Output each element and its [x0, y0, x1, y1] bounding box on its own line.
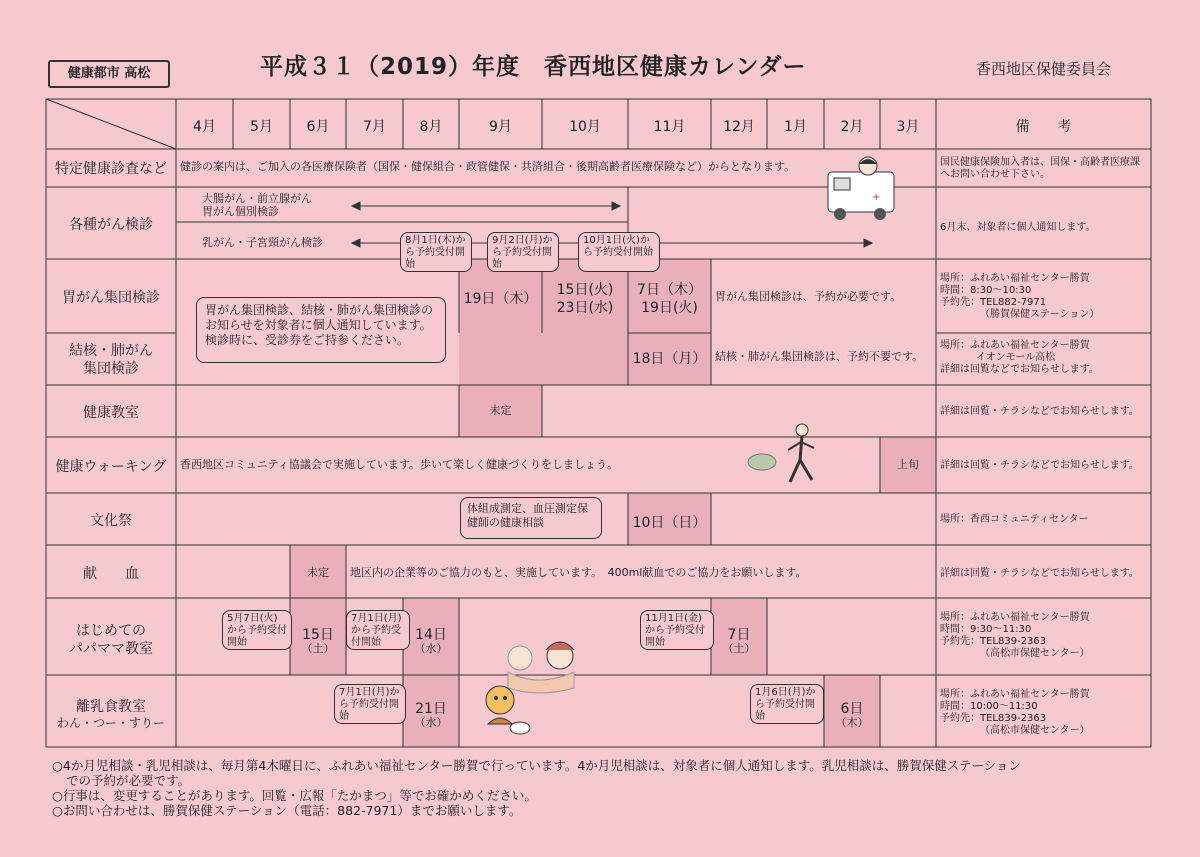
svg-text:+: + — [872, 192, 881, 203]
rinyu-date-aug-1: 21日 — [415, 701, 447, 717]
bunkasai-date-nov: 10日（日） — [632, 515, 707, 531]
gan-line-3: 乳がん・子宮頸がん検診 — [202, 236, 323, 249]
page-title: 平成３１（2019）年度 香西地区健康カレンダー — [260, 54, 807, 80]
row-label-papamama-1: はじめての — [76, 623, 146, 639]
organization-name: 香西地区保健委員会 — [976, 60, 1112, 78]
papamama-date-jun-1: 15日 — [302, 627, 334, 643]
rinyu-remark-1: 場所：ふれあい福祉センター勝賀 — [940, 689, 1090, 700]
rinyu-date-aug-2: （水） — [414, 716, 448, 729]
walking-remark: 詳細は回覧・チラシなどでお知らせします。 — [940, 460, 1139, 471]
row-label-walking: 健康ウォーキング — [55, 459, 167, 475]
month-feb: 2月 — [840, 119, 864, 135]
igan-notice-bubble: 胃がん集団検診、結核・肺がん集団検診のお知らせを対象者に個人通知しています。検診時に、受診券をご持参ください。 — [196, 297, 446, 363]
kenketsu-remark: 詳細は回覧・チラシなどでお知らせします。 — [940, 568, 1139, 579]
gan-bubble-aug: 8月1日(木)から予約受付開始 — [400, 232, 472, 272]
month-jun: 6月 — [306, 119, 330, 135]
papamama-remark-1: 場所：ふれあい福祉センター勝賀 — [940, 612, 1090, 623]
papamama-date-dec-1: 7日 — [727, 627, 751, 643]
kekkaku-remark-1: 場所：ふれあい福祉センター勝賀 — [940, 340, 1090, 351]
month-dec: 12月 — [723, 119, 755, 135]
igan-date-sep: 19日（木） — [463, 291, 538, 307]
papamama-date-aug-2: （水） — [414, 642, 448, 655]
walking-date-mar: 上旬 — [897, 458, 919, 471]
kyoshitsu-date-sep: 未定 — [489, 404, 512, 417]
row-label-papamama-2: パパママ教室 — [69, 641, 153, 657]
footer-note-3: ○お問い合わせは、勝賀保健ステーション（電話：882-7971）までお願いします。 — [52, 803, 522, 818]
footer-note-1b: での予約が必要です。 — [66, 773, 191, 788]
rinyu-remark-2: 時間：10:00～11:30 — [940, 701, 1038, 712]
row-label-kekkaku-2: 集団検診 — [83, 361, 139, 377]
walking-content: 香西地区コミュニティ協議会で実施しています。歩いて楽しく健康づくりをしましょう。 — [180, 458, 619, 471]
papamama-date-jun-2: （土） — [301, 642, 335, 655]
gan-line-1: 大腸がん・前立腺がん — [202, 192, 312, 205]
igan-remark-2: 時間：8:30～10:30 — [940, 285, 1032, 296]
row-label-tokutei: 特定健康診査など — [55, 161, 167, 177]
bunkasai-bubble: 体組成測定、血圧測定保健師の健康相談 — [460, 497, 602, 539]
bunkasai-remark: 場所：香西コミュニティセンター — [940, 514, 1089, 525]
igan-date-oct-1: 15日(火) — [556, 282, 614, 298]
row-label-kenketsu: 献 血 — [83, 566, 139, 582]
month-oct: 10月 — [569, 119, 601, 135]
row-label-rinyu-2: わん・つー・すりー — [56, 716, 165, 730]
kekkaku-remark-3: 詳細は回覧などでお知らせします。 — [940, 364, 1099, 375]
rinyu-remark-4: （高松市保健センター） — [980, 725, 1090, 736]
papamama-remark-2: 時間：9:30～11:30 — [940, 624, 1032, 635]
papamama-remark-4: （高松市保健センター） — [980, 648, 1090, 659]
papamama-bubble-nov: 11月1日(金)から予約受付開始 — [640, 610, 714, 650]
igan-date-nov-1: 7日（木） — [637, 282, 702, 298]
rinyu-date-feb-2: （木） — [835, 716, 869, 729]
igan-remark-4: （勝賀保健ステーション） — [980, 309, 1100, 320]
kenketsu-date-jun: 未定 — [307, 566, 329, 579]
tokutei-remark: 国民健康保険加入者は、国保・高齢者医療課へお問い合わせ下さい。 — [940, 157, 1140, 180]
month-mar: 3月 — [896, 119, 920, 135]
month-sep: 9月 — [489, 119, 512, 135]
papamama-bubble-jul: 7月1日(月)から予約受付開始 — [346, 610, 410, 650]
row-label-igan: 胃がん集団検診 — [62, 290, 160, 306]
igan-date-oct-2: 23日(水) — [556, 300, 614, 316]
kekkaku-remark-2: イオンモール高松 — [976, 352, 1056, 363]
igan-remark-3: 予約先：TEL882-7971 — [940, 297, 1047, 308]
gan-remark: 6月末、対象者に個人通知します。 — [940, 222, 1096, 233]
month-apr: 4月 — [193, 119, 216, 135]
papamama-bubble-may: 5月7日(火)から予約受付開始 — [222, 610, 292, 650]
papamama-remark-3: 予約先：TEL839-2363 — [940, 636, 1047, 647]
papamama-date-aug-1: 14日 — [415, 627, 447, 643]
row-label-kyoshitsu: 健康教室 — [83, 405, 139, 421]
rinyu-remark-3: 予約先：TEL839-2363 — [940, 713, 1047, 724]
month-jan: 1月 — [784, 119, 807, 135]
month-aug: 8月 — [419, 119, 443, 135]
kekkaku-note: 結核・肺がん集団検診は、予約不要です。 — [715, 350, 924, 363]
igan-remark-1: 場所：ふれあい福祉センター勝賀 — [940, 273, 1090, 284]
gan-bubble-sep: 9月2日(月)から予約受付開始 — [487, 232, 559, 272]
footer-note-1: ○4か月児相談・乳児相談は、毎月第4木曜日に、ふれあい福祉センター勝賀で行っています。4か月児相談は、対象者に個人通知します。乳児相談は、勝賀保健ステーション — [52, 758, 1022, 773]
igan-date-nov-2: 19日(火) — [641, 300, 698, 316]
gan-line-2: 胃がん個別検診 — [202, 205, 279, 218]
remarks-header: 備 考 — [1015, 119, 1072, 135]
rinyu-bubble-jan: 1月6日(月)から予約受付開始 — [750, 684, 824, 724]
row-label-bunkasai: 文化祭 — [90, 513, 132, 529]
papamama-date-dec-2: （土） — [722, 642, 756, 655]
kenketsu-content: 地区内の企業等のご協力のもと、実施しています。 400ml献血でのご協力をお願いします。 — [350, 566, 807, 579]
kekkaku-date-nov: 18日（月） — [632, 351, 707, 367]
month-nov: 11月 — [653, 119, 686, 135]
kyoshitsu-remark: 詳細は回覧・チラシなどでお知らせします。 — [940, 406, 1139, 417]
tokutei-content: 健診の案内は、ご加入の各医療保険者（国保・健保組合・政管健保・共済組合・後期高齢者医療保険など）からとなります。 — [180, 160, 796, 173]
row-label-rinyu-1: 離乳食教室 — [76, 699, 146, 715]
gan-bubble-oct: 10月1日(火)から予約受付開始 — [578, 232, 660, 272]
walking-person-illustration — [740, 420, 830, 490]
mother-baby-illustration — [478, 628, 598, 743]
health-bus-illustration — [822, 152, 902, 224]
igan-note: 胃がん集団検診は、予約が必要です。 — [715, 290, 902, 303]
row-label-gan: 各種がん検診 — [69, 217, 153, 233]
city-logo: 健康都市 高松 — [48, 60, 170, 88]
rinyu-bubble-jul: 7月1日(月)から予約受付開始 — [334, 684, 406, 724]
footer-note-2: ○行事は、変更することがあります。回覧・広報「たかまつ」等でお確かめください。 — [52, 788, 537, 803]
rinyu-date-feb-1: 6日 — [840, 701, 864, 717]
month-jul: 7月 — [363, 119, 386, 135]
row-label-kekkaku-1: 結核・肺がん — [69, 343, 153, 359]
month-may: 5月 — [250, 119, 273, 135]
